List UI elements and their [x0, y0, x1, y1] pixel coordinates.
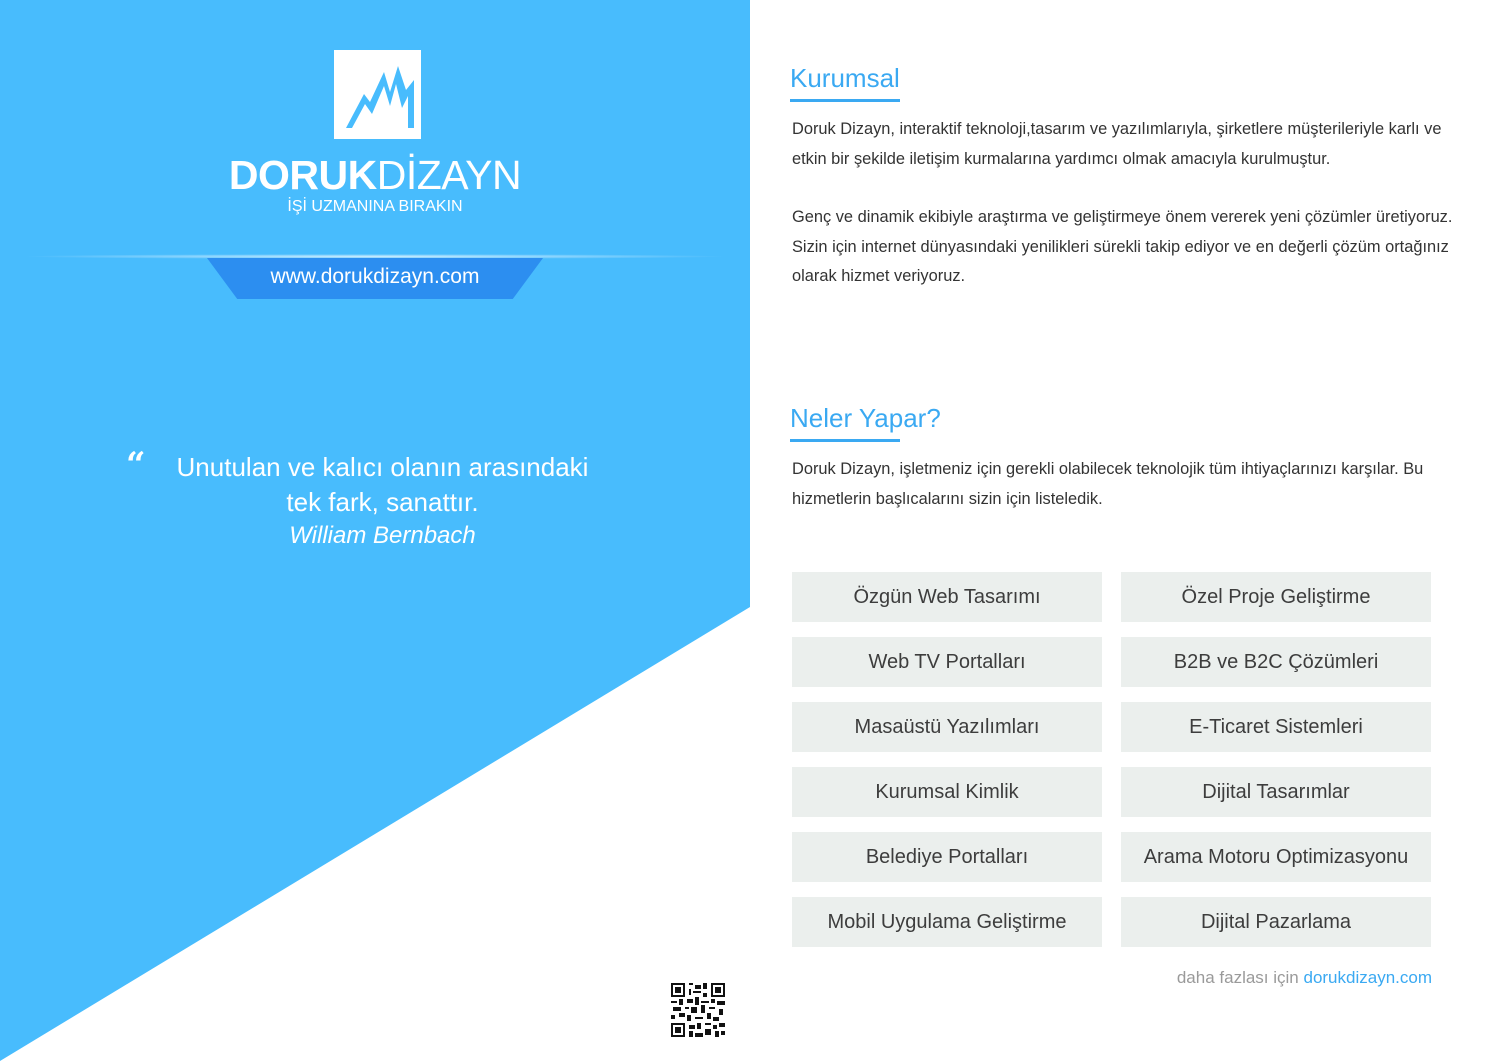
service-item: Kurumsal Kimlik: [792, 767, 1102, 817]
service-item: Dijital Pazarlama: [1121, 897, 1431, 947]
service-item: Özel Proje Geliştirme: [1121, 572, 1431, 622]
service-item: Mobil Uygulama Geliştirme: [792, 897, 1102, 947]
website-link[interactable]: www.dorukdizayn.com: [270, 265, 480, 288]
service-item: Web TV Portalları: [792, 637, 1102, 687]
kurumsal-title-underline: [790, 99, 900, 102]
more-info-link[interactable]: dorukdizayn.com: [1303, 968, 1432, 987]
quote-author: William Bernbach: [289, 522, 476, 549]
brand-name: [0, 150, 750, 200]
service-item: E-Ticaret Sistemleri: [1121, 702, 1431, 752]
service-item: B2B ve B2C Çözümleri: [1121, 637, 1431, 687]
neler-yapar-paragraph: Doruk Dizayn, işletmeniz için gerekli olabilecek teknolojik tüm ihtiyaçlarınızı karşılar. Bu hizmetlerin başlıcalarını sizin için listeledik.: [792, 460, 1424, 508]
service-item: Özgün Web Tasarımı: [792, 572, 1102, 622]
mountain-icon: [334, 50, 421, 139]
more-info-text: [1100, 966, 1432, 990]
logo: [334, 50, 421, 139]
service-item: Arama Motoru Optimizasyonu: [1121, 832, 1431, 882]
quote-line-2: tek fark, sanattır.: [286, 487, 479, 517]
brand-name-bold: DORUK: [228, 152, 377, 198]
qr-code-icon: [671, 983, 725, 1037]
neler-yapar-title-underline: [790, 439, 900, 442]
more-info-prefix: daha fazlası için: [1176, 968, 1304, 987]
quote-text: [150, 450, 615, 520]
service-item: Dijital Tasarımlar: [1121, 767, 1431, 817]
service-item: Masaüstü Yazılımları: [792, 702, 1102, 752]
brand-tagline: İŞİ UZMANINA BIRAKIN: [287, 198, 463, 215]
quote-mark-icon: “: [126, 445, 146, 485]
service-item: Belediye Portalları: [792, 832, 1102, 882]
kurumsal-title: Kurumsal: [790, 63, 900, 93]
kurumsal-paragraph-1: Doruk Dizayn, interaktif teknoloji,tasarım ve yazılımlarıyla, şirketlere müşterileriyle karlı ve etkin bir şekilde iletişim kurmalarına yardımcı olmak amacıyla kurulmuştur.: [792, 120, 1442, 168]
brand-name-light: DİZAYN: [376, 152, 522, 198]
quote-line-1: Unutulan ve kalıcı olanın arasındaki: [176, 452, 589, 482]
neler-yapar-title: Neler Yapar?: [790, 403, 941, 433]
kurumsal-paragraph-2: Genç ve dinamik ekibiyle araştırma ve geliştirmeye önem vererek yeni çözümler üretiyoruz. Sizin için internet dünyasındaki yenilikleri sürekli takip ediyor ve en değerli çözüm ortağınız olarak hizmet veriyoruz.: [792, 208, 1453, 285]
